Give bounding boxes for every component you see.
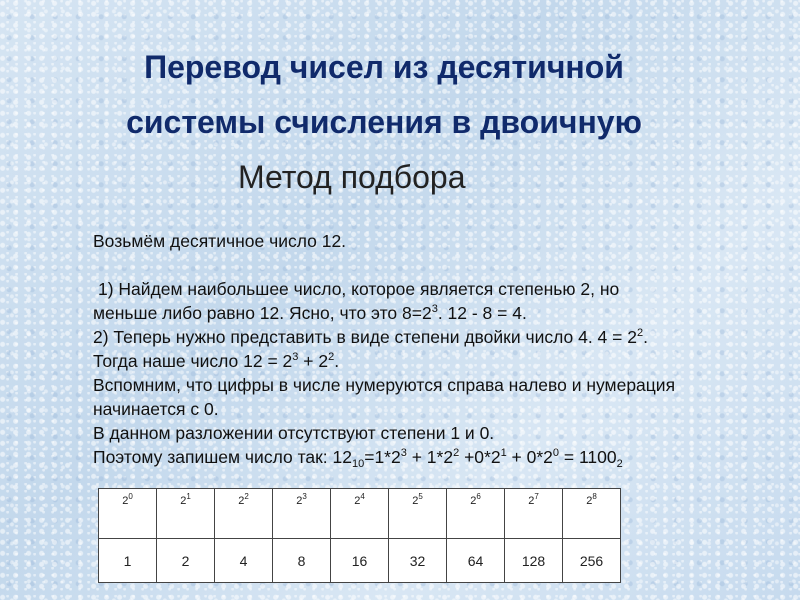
sum-line: Тогда наше число $12 = 2^3 + 2^2$. bbox=[93, 351, 340, 371]
step2-line: 2) Теперь нужно представить в виде степени двойки число 4. $4 = 2^2$. bbox=[93, 327, 648, 347]
final-formula-line: Поэтому запишем число так: $12_{10}=1*2^3 + 1*2^2 +0*2^1 + 0*2^0 = 1100_2$ bbox=[93, 447, 623, 470]
power-value-cell: 8 bbox=[273, 539, 331, 583]
power-header-cell: $2^1$ bbox=[157, 489, 215, 539]
powers-of-two-table bbox=[98, 488, 621, 583]
power-header-cell: $2^4$ bbox=[331, 489, 389, 539]
value-row bbox=[99, 539, 621, 583]
power-header-cell: $2^5$ bbox=[389, 489, 447, 539]
exponent-row bbox=[99, 489, 621, 539]
spacer bbox=[93, 253, 783, 277]
power-value-cell: 128 bbox=[505, 539, 563, 583]
step1-line-b: меньше либо равно 12. Ясно, что это $8=2^3$. 12 - 8 = 4. bbox=[93, 303, 527, 323]
power-header-cell: $2^7$ bbox=[505, 489, 563, 539]
explanation-text bbox=[93, 229, 783, 469]
intro-line: Возьмём десятичное число 12. bbox=[93, 231, 347, 251]
power-value-cell: 256 bbox=[563, 539, 621, 583]
power-header-cell: $2^0$ bbox=[99, 489, 157, 539]
title-line-2: системы счисления в двоичную bbox=[126, 104, 642, 140]
power-value-cell: 2 bbox=[157, 539, 215, 583]
power-header-cell: $2^8$ bbox=[563, 489, 621, 539]
power-value-cell: 1 bbox=[99, 539, 157, 583]
recall-line-b: начинается с 0. bbox=[93, 399, 219, 419]
power-header-cell: $2^3$ bbox=[273, 489, 331, 539]
power-value-cell: 32 bbox=[389, 539, 447, 583]
power-value-cell: 4 bbox=[215, 539, 273, 583]
power-header-cell: $2^6$ bbox=[447, 489, 505, 539]
power-value-cell: 16 bbox=[331, 539, 389, 583]
power-header-cell: $2^2$ bbox=[215, 489, 273, 539]
power-value-cell: 64 bbox=[447, 539, 505, 583]
missing-powers-line: В данном разложении отсутствуют степени 1 и 0. bbox=[93, 423, 495, 443]
title-line-1: Перевод чисел из десятичной bbox=[144, 49, 624, 85]
recall-line-a: Вспомним, что цифры в числе нумеруются справа налево и нумерация bbox=[93, 375, 676, 395]
slide-title bbox=[0, 40, 768, 150]
step1-line-a: 1) Найдем наибольшее число, которое является степенью 2, но bbox=[98, 279, 620, 299]
slide-subtitle: Метод подбора bbox=[238, 159, 466, 195]
